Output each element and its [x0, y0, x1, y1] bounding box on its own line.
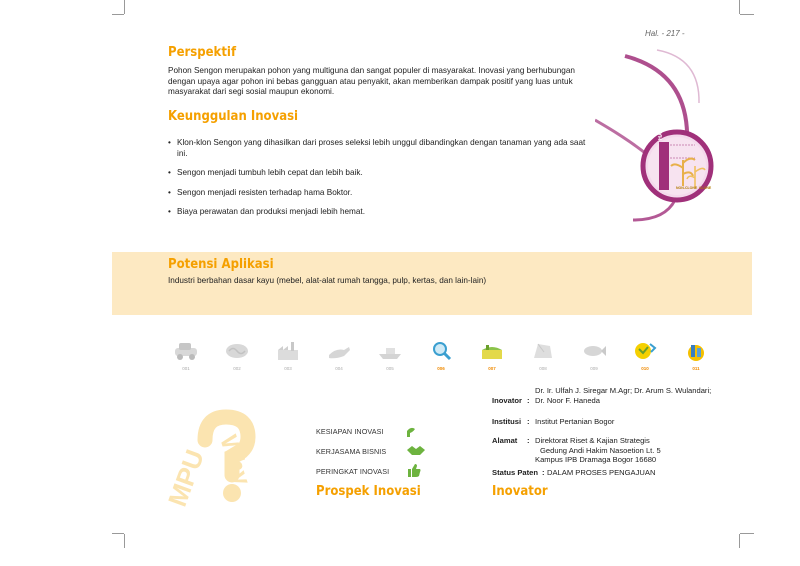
logo-left-word: MPU [162, 445, 210, 511]
crop-mark [740, 14, 754, 15]
perspektif-heading: Perspektif [168, 45, 237, 60]
prospek-label: KESIAPAN INOVASI [316, 427, 384, 436]
sector-number: 006 [437, 366, 445, 371]
colon: : [542, 468, 545, 477]
perspektif-line: Pohon Sengon merupakan pohon yang multiguna dan sangat populer di masyarakat. Inovasi yang berhubungan [168, 66, 575, 75]
prospek-heading: Prospek Inovasi [316, 484, 421, 499]
logo-right-word: Why [214, 432, 256, 489]
sector-number: 007 [488, 366, 496, 371]
institusi-label: Institusi [492, 417, 522, 426]
alamat-line: Direktorat Riset & Kajian Strategis [535, 436, 650, 445]
magnifier-icon [426, 340, 456, 371]
keunggulan-list [168, 138, 608, 227]
sector-number: 009 [590, 366, 598, 371]
crop-mark [740, 533, 754, 534]
boktor-illustration [595, 48, 735, 223]
inovator-label: Inovator [492, 396, 522, 405]
illustration-left-label: NON-CLONE [676, 186, 698, 190]
thumb-leaf-icon [404, 425, 418, 439]
colon: : [527, 396, 530, 405]
crop-mark [112, 533, 124, 534]
list-item: • Sengon menjadi tumbuh lebih cepat dan lebih baik. [168, 168, 608, 179]
sector-number: 010 [641, 366, 649, 371]
hand-icon [324, 340, 354, 371]
fish-icon [579, 340, 609, 371]
prospek-label: KERJASAMA BISNIS [316, 447, 387, 456]
fabric-icon [528, 340, 558, 371]
crop-mark [124, 0, 125, 14]
alamat-label: Alamat [492, 436, 518, 445]
list-item: • Biaya perawatan dan produksi menjadi lebih hemat. [168, 207, 608, 218]
sector-number: 008 [539, 366, 547, 371]
farm-icon [477, 340, 507, 371]
sector-number: 005 [386, 366, 394, 371]
city-icon [681, 340, 711, 371]
crop-mark [739, 534, 740, 548]
illustration-vertical-label: HAMA BOKTOR [658, 98, 664, 140]
prospek-label: PERINGKAT INOVASI [316, 467, 390, 476]
page-number: Hal. - 217 - [645, 29, 685, 38]
inovator-line: Dr. Ir. Ulfah J. Siregar M.Agr; Dr. Arum S. Wulandari; [535, 386, 712, 395]
keunggulan-heading: Keunggulan Inovasi [168, 109, 299, 124]
factory-icon [273, 340, 303, 371]
crop-mark [124, 534, 125, 548]
alamat-line: Gedung Andi Hakim Nasoetion Lt. 5 [540, 446, 661, 455]
perspektif-line: masyarakat dari segi sosial maupun ekonomi. [168, 87, 335, 97]
sector-number: 002 [233, 366, 241, 371]
colon: : [527, 436, 530, 445]
perspektif-line: dengan upaya agar pohon ini bebas gangguan atau penyakit, akan memberikan dampak positif yang luas untuk [168, 76, 573, 86]
potensi-text: Industri berbahan dasar kayu (mebel, alat-alat rumah tangga, pulp, kertas, dan lain-lain) [168, 276, 487, 285]
car-icon [171, 340, 201, 371]
brain-icon [222, 340, 252, 371]
potensi-heading: Potensi Aplikasi [168, 257, 274, 272]
crop-mark [112, 14, 124, 15]
list-item: • Sengon menjadi resisten terhadap hama Boktor. [168, 188, 608, 199]
colon: : [527, 417, 530, 426]
perspektif-text [168, 66, 628, 98]
institusi-value: Institut Pertanian Bogor [535, 417, 615, 426]
status-value: DALAM PROSES PENGAJUAN [547, 468, 656, 477]
sector-number: 004 [335, 366, 343, 371]
handshake-icon [406, 443, 426, 457]
sector-icons-row [168, 340, 728, 370]
list-item: • Klon-klon Sengon yang dihasilkan dari proses seleksi lebih unggul dibandingkan dengan tanaman yang ada saat ini. [168, 138, 597, 159]
recycle-icon [630, 340, 660, 371]
sector-number: 001 [182, 366, 190, 371]
alamat-line: Kampus IPB Dramaga Bogor 16680 [535, 455, 657, 464]
status-label: Status Paten [492, 468, 538, 477]
inovator-line: Dr. Noor F. Haneda [535, 396, 600, 405]
crop-mark [739, 0, 740, 14]
thumbs-up-icon [406, 462, 422, 478]
inovator-heading: Inovator [492, 484, 548, 499]
ship-icon [375, 340, 405, 371]
illustration-right-label: CLONE [699, 186, 712, 190]
sector-number: 011 [692, 366, 700, 371]
sector-number: 003 [284, 366, 292, 371]
